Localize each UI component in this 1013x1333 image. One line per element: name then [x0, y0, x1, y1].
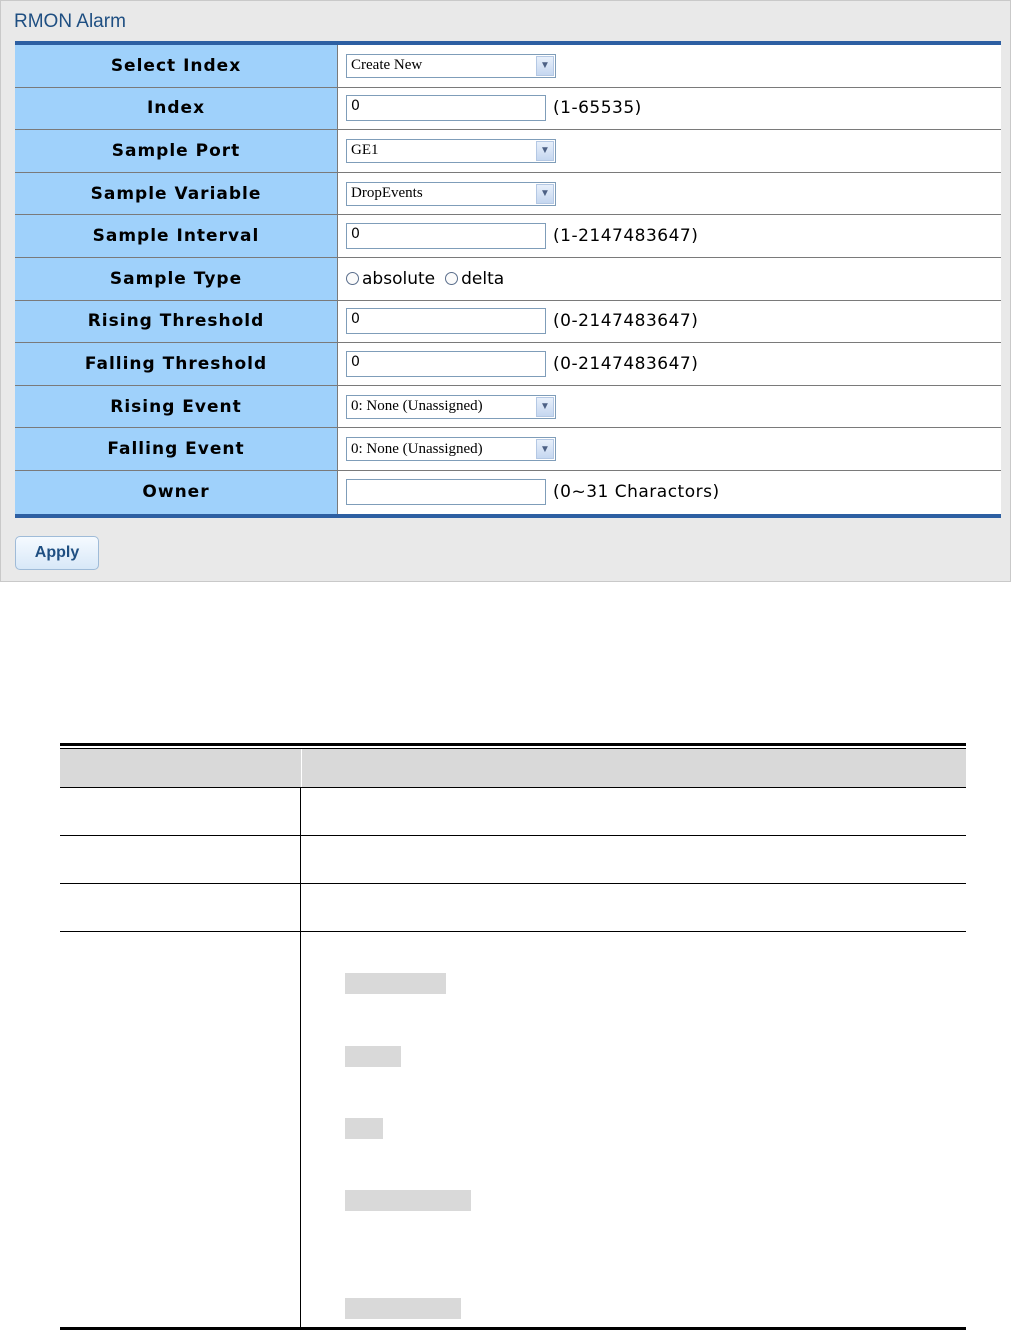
- row-sample-variable: [15, 173, 1001, 216]
- table-cell: [60, 932, 301, 1327]
- chevron-down-icon: ▼: [536, 56, 554, 76]
- table-row: [60, 932, 966, 1330]
- sample-type-absolute-label: absolute: [362, 268, 436, 289]
- table-row: [60, 788, 966, 836]
- index-label: Index: [15, 88, 338, 130]
- redacted-term-block: [345, 1298, 461, 1319]
- table-cell: [60, 884, 301, 931]
- sample-type-delta-radio[interactable]: [445, 269, 504, 289]
- sample-port-value: GE1: [351, 142, 379, 159]
- row-select-index: [15, 45, 1001, 88]
- sample-interval-range-hint: (1-2147483647): [553, 226, 699, 247]
- chevron-down-icon: ▼: [536, 397, 554, 417]
- index-input[interactable]: 0: [346, 95, 546, 121]
- description-table: [60, 743, 966, 1330]
- table-cell: [60, 836, 301, 883]
- sample-type-label: Sample Type: [15, 258, 338, 300]
- rising-threshold-input[interactable]: 0: [346, 308, 546, 334]
- redacted-term-block: [345, 1190, 471, 1211]
- rmon-alarm-form: [15, 41, 1001, 518]
- redacted-term-block: [345, 973, 446, 994]
- header-cell-object: [60, 749, 302, 787]
- table-cell: [301, 884, 966, 931]
- redacted-term-block: [345, 1118, 383, 1139]
- table-header-row: [60, 749, 966, 788]
- table-cell: [301, 836, 966, 883]
- row-sample-port: [15, 130, 1001, 173]
- rising-threshold-label: Rising Threshold: [15, 301, 338, 343]
- sample-type-absolute-radio[interactable]: [346, 269, 435, 289]
- falling-event-value: 0: None (Unassigned): [351, 440, 483, 457]
- rmon-alarm-panel: [0, 0, 1011, 582]
- rising-event-label: Rising Event: [15, 386, 338, 428]
- sample-variable-dropdown[interactable]: [346, 182, 556, 206]
- sample-variable-value: DropEvents: [351, 185, 423, 202]
- table-cell: [60, 788, 301, 835]
- owner-input[interactable]: [346, 479, 546, 505]
- index-range-hint: (1-65535): [553, 98, 642, 119]
- chevron-down-icon: ▼: [536, 141, 554, 161]
- rising-event-value: 0: None (Unassigned): [351, 398, 483, 415]
- row-sample-type: [15, 258, 1001, 301]
- row-falling-event: [15, 428, 1001, 471]
- rising-event-dropdown[interactable]: [346, 395, 556, 419]
- table-cell: [301, 932, 966, 1327]
- row-owner: [15, 471, 1001, 514]
- radio-unchecked-icon: [346, 272, 359, 285]
- chevron-down-icon: ▼: [536, 184, 554, 204]
- panel-title: RMON Alarm: [14, 11, 126, 32]
- table-cell: [301, 788, 966, 835]
- apply-button[interactable]: Apply: [15, 536, 99, 570]
- sample-port-label: Sample Port: [15, 130, 338, 172]
- owner-length-hint: (0~31 Charactors): [553, 482, 720, 503]
- sample-port-dropdown[interactable]: [346, 139, 556, 163]
- sample-variable-label: Sample Variable: [15, 173, 338, 215]
- select-index-label: Select Index: [15, 45, 338, 87]
- chevron-down-icon: ▼: [536, 439, 554, 459]
- radio-unchecked-icon: [445, 272, 458, 285]
- select-index-value: Create New: [351, 57, 423, 74]
- falling-threshold-range-hint: (0-2147483647): [553, 353, 699, 374]
- redacted-term-block: [345, 1046, 401, 1067]
- sample-interval-input[interactable]: 0: [346, 223, 546, 249]
- rising-threshold-range-hint: (0-2147483647): [553, 311, 699, 332]
- row-rising-event: [15, 386, 1001, 429]
- row-rising-threshold: [15, 301, 1001, 344]
- falling-threshold-input[interactable]: 0: [346, 351, 546, 377]
- sample-interval-label: Sample Interval: [15, 215, 338, 257]
- falling-event-label: Falling Event: [15, 428, 338, 470]
- table-row: [60, 884, 966, 932]
- owner-label: Owner: [15, 471, 338, 514]
- falling-threshold-label: Falling Threshold: [15, 343, 338, 385]
- row-falling-threshold: [15, 343, 1001, 386]
- table-row: [60, 836, 966, 884]
- row-index: [15, 88, 1001, 131]
- sample-type-delta-label: delta: [461, 268, 505, 289]
- falling-event-dropdown[interactable]: [346, 437, 556, 461]
- select-index-dropdown[interactable]: [346, 54, 556, 78]
- row-sample-interval: [15, 215, 1001, 258]
